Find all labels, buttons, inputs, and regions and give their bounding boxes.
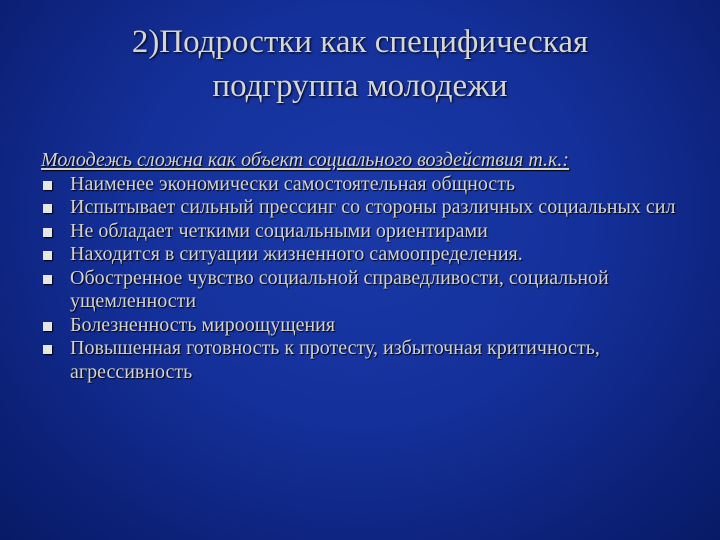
list-item-text: Находится в ситуации жизненного самоопределения. [70, 243, 523, 265]
list-item [41, 196, 681, 220]
list-item [41, 337, 681, 384]
list-item-text: Болезненность мироощущения [70, 313, 336, 336]
list-item-text: Повышенная готовность к протесту, избыточная критичность, агрессивность [70, 337, 600, 383]
list-item [41, 243, 681, 267]
slide-title-line-2: подгруппа молодежи [212, 68, 508, 104]
bullet-list [41, 173, 681, 385]
square-bullet-icon [43, 251, 52, 260]
list-item [41, 267, 681, 314]
list-item-text: Испытывает сильный прессинг со стороны различных социальных сил [70, 196, 676, 218]
list-item [41, 314, 681, 338]
square-bullet-icon [43, 204, 52, 213]
slide-title-line-1: 2)Подростки как специфическая [131, 24, 589, 60]
square-bullet-icon [43, 275, 52, 284]
square-bullet-icon [43, 181, 52, 190]
list-item [41, 173, 681, 197]
square-bullet-icon [43, 228, 52, 237]
list-item-text: Обостренное чувство социальной справедливости, социальной ущемленности [70, 266, 609, 312]
slide-body [41, 149, 681, 384]
slide-title [40, 20, 680, 108]
list-item-text: Наименее экономически самостоятельная общность [70, 172, 516, 195]
list-item [41, 220, 681, 244]
square-bullet-icon [43, 322, 52, 331]
intro-text: Молодежь сложна как объект социального воздействия т.к.: [41, 149, 570, 171]
list-item-text: Не обладает четкими социальными ориентирами [70, 219, 488, 242]
square-bullet-icon [43, 345, 52, 354]
